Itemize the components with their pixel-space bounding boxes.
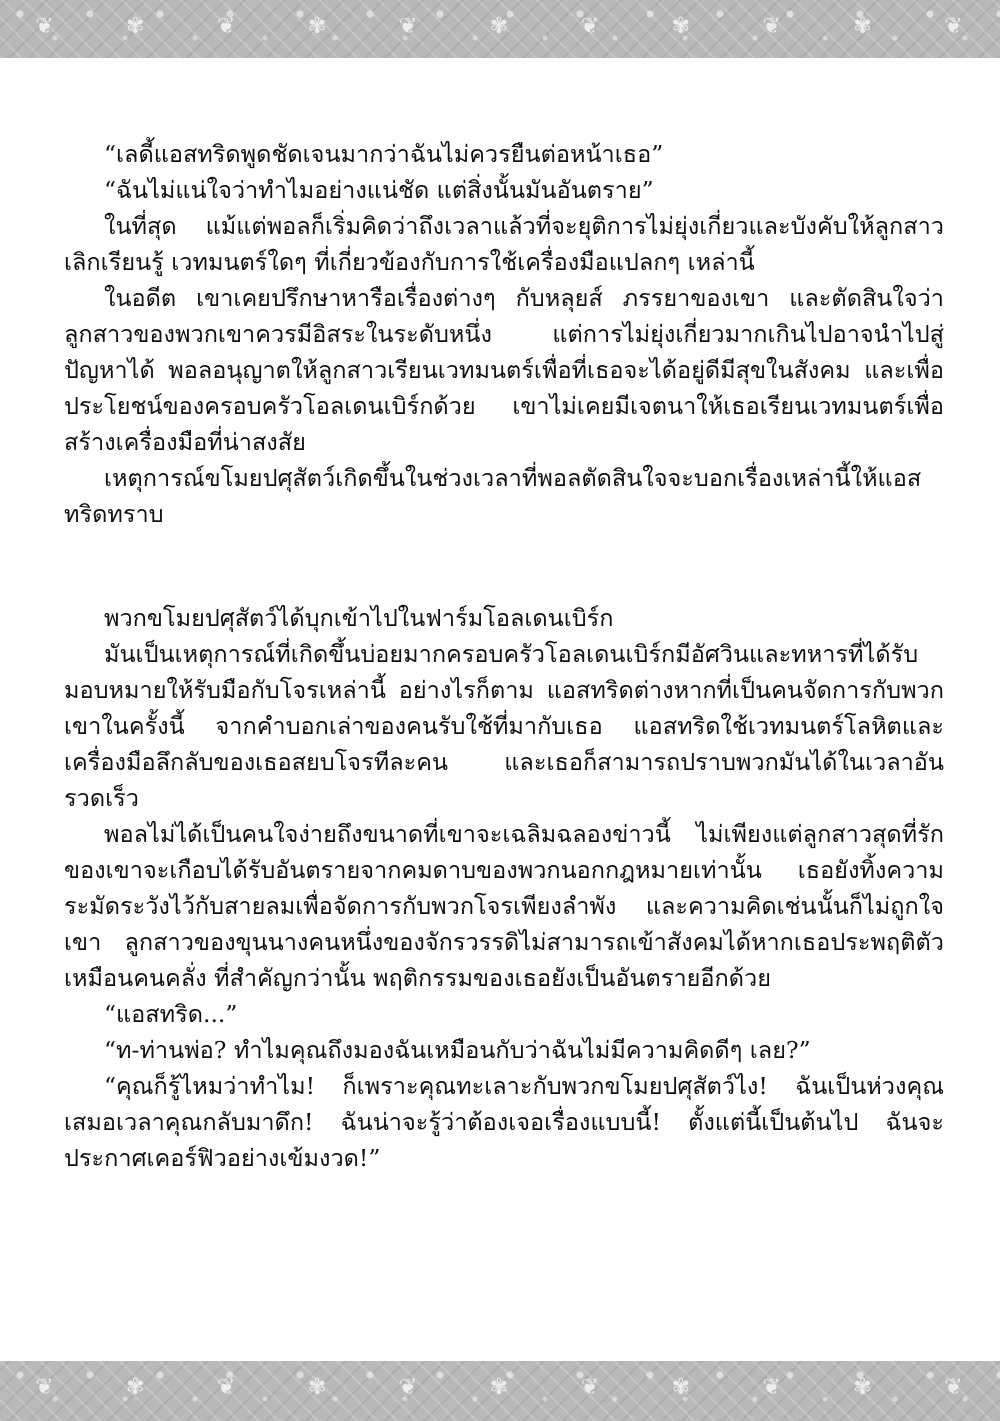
page-body (0, 58, 1000, 1361)
story-text (64, 136, 944, 1176)
paragraph: “คุณก็รู้ไหมว่าทำไม! ก็เพราะคุณทะเลาะกับพวกขโมยปศุสัตว์ไง! ฉันเป็นห่วงคุณเสมอเวลาคุณกลับมาดึก! ฉันน่าจะรู้ว่าต้องเจอเรื่องแบบนี้! ตั้งแต่นี้เป็นต้นไป ฉันจะประกาศเคอร์ฟิวอย่างเข้มงวด!” (64, 1072, 944, 1172)
top-damask-ornament-icon: ❦ ✾ ❦ ✾ ❦ ✾ ❦ ✾ ❦ ✾ ❦ (35, 14, 965, 39)
paragraph: “ฉันไม่แน่ใจว่าทำไมอย่างแน่ชัด แต่สิ่งนั้นมันอันตราย” (104, 176, 654, 204)
paragraph: ในที่สุด แม้แต่พอลก็เริ่มคิดว่าถึงเวลาแล้วที่จะยุติการไม่ยุ่งเกี่ยวและบังคับให้ลูกสาวเลิกเรียนรู้ เวทมนตร์ใดๆ ที่เกี่ยวข้องกับการใช้เครื่องมือแปลกๆ เหล่านี้ (64, 212, 944, 276)
scene-break (64, 532, 944, 600)
paragraph: เหตุการณ์ขโมยปศุสัตว์เกิดขึ้นในช่วงเวลาที่พอลตัดสินใจจะบอกเรื่องเหล่านี้ให้แอสทริดทราบ (64, 464, 922, 528)
paragraph: พอลไม่ได้เป็นคนใจง่ายถึงขนาดที่เขาจะเฉลิมฉลองข่าวนี้ ไม่เพียงแต่ลูกสาวสุดที่รักของเขาจะเกือบได้รับอันตรายจากคมดาบของพวกนอกกฎหมายเท่านั้น เธอยังทิ้งความระมัดระวังไว้กับสายลมเพื่อจัดการกับพวกโจรเพียงลำพัง และความคิดเช่นนั้นก็ไม่ถูกใจเขา ลูกสาวของขุนนางคนหนึ่งของจักรวรรดิไม่สามารถเข้าสังคมได้หากเธอประพฤติตัวเหมือนคนคลั่ง ที่สำคัญกว่านั้น พฤติกรรมของเธอยังเป็นอันตรายอีกด้วย (64, 820, 944, 992)
bottom-damask-ornament-icon: ❦ ✾ ❦ ✾ ❦ ✾ ❦ ✾ ❦ ✾ ❦ (35, 1375, 965, 1400)
paragraph: พวกขโมยปศุสัตว์ได้บุกเข้าไปในฟาร์มโอลเดนเบิร์ก (104, 604, 614, 632)
paragraph: ในอดีต เขาเคยปรึกษาหารือเรื่องต่างๆ กับหลุยส์ ภรรยาของเขา และตัดสินใจว่าลูกสาวของพวกเขาควรมีอิสระในระดับหนึ่ง แต่การไม่ยุ่งเกี่ยวมากเกินไปอาจนำไปสู่ปัญหาได้ พอลอนุญาตให้ลูกสาวเรียนเวทมนตร์เพื่อที่เธอจะได้อยู่ดีมีสุขในสังคม และเพื่อประโยชน์ของครอบครัวโอลเดนเบิร์กด้วย เขาไม่เคยมีเจตนาให้เธอเรียนเวทมนตร์เพื่อสร้างเครื่องมือที่น่าสงสัย (64, 284, 944, 456)
paragraph: “เลดี้แอสทริดพูดชัดเจนมากว่าฉันไม่ควรยืนต่อหน้าเธอ” (104, 140, 664, 168)
paragraph: “แอสทริด...” (104, 1000, 238, 1028)
paragraph: มันเป็นเหตุการณ์ที่เกิดขึ้นบ่อยมากครอบครัวโอลเดนเบิร์กมีอัศวินและทหารที่ได้รับมอบหมายให้รับมือกับโจรเหล่านี้ อย่างไรก็ตาม แอสทริดต่างหากที่เป็นคนจัดการกับพวกเขาในครั้งนี้ จากคำบอกเล่าของคนรับใช้ที่มากับเธอ แอสทริดใช้เวทมนตร์โลหิตและเครื่องมือลึกลับของเธอสยบโจรทีละคน และเธอก็สามารถปราบพวกมันได้ในเวลาอันรวดเร็ว (64, 640, 944, 812)
paragraph: “ท-ท่านพ่อ? ทำไมคุณถึงมองฉันเหมือนกับว่าฉันไม่มีความคิดดีๆ เลย?” (104, 1036, 811, 1064)
